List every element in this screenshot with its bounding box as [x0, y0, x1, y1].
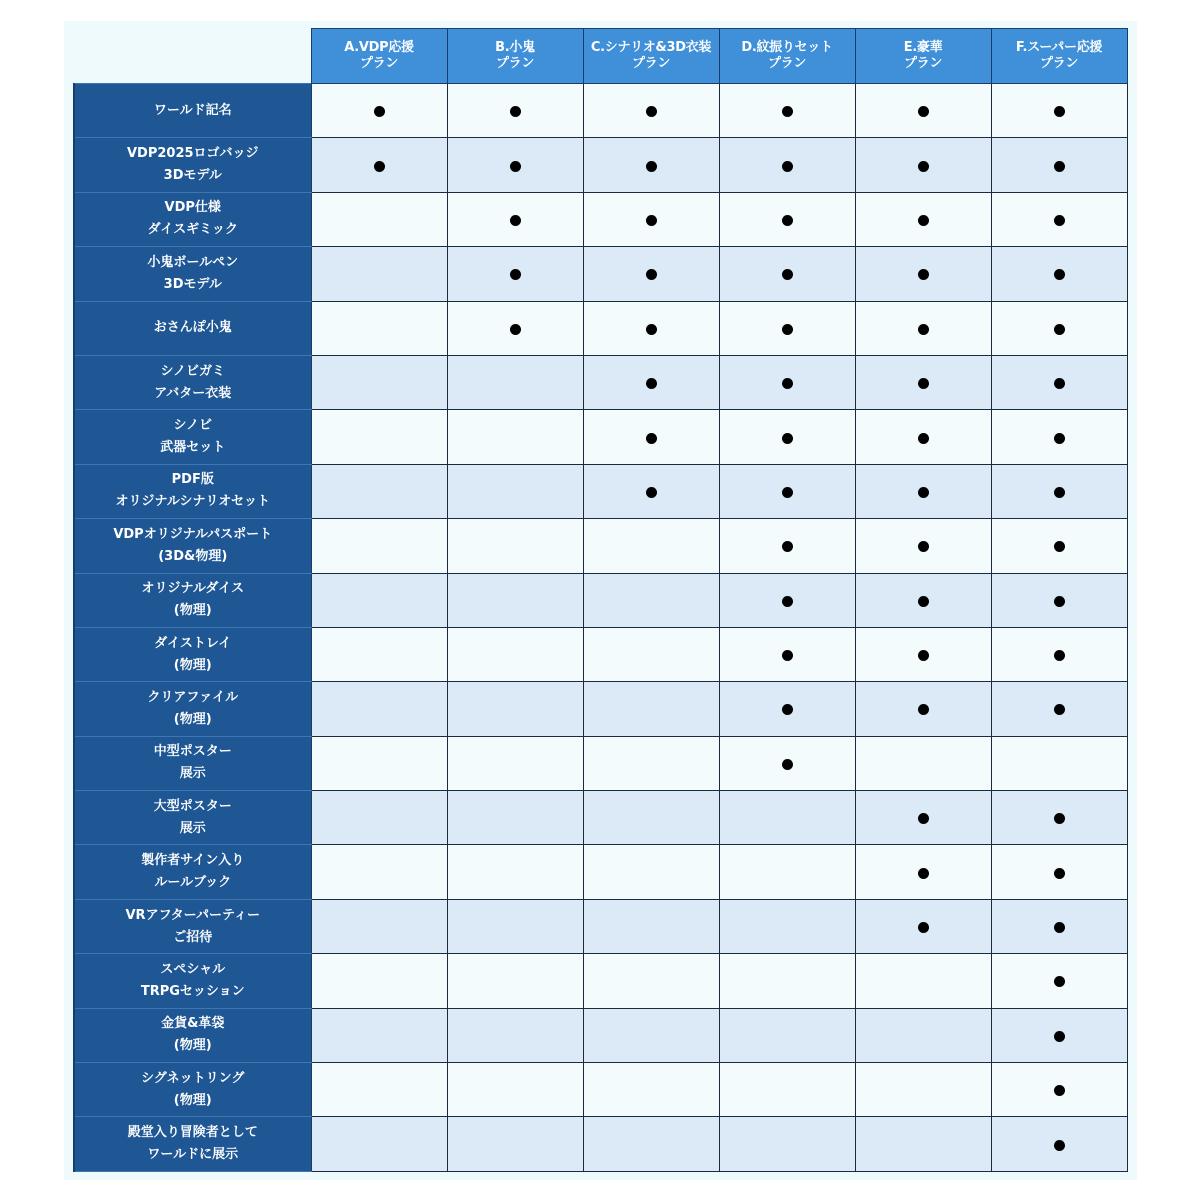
feature-label: 金貨&革袋 (物理)	[74, 1008, 311, 1062]
plan-cell-b	[447, 627, 583, 681]
table-row	[74, 247, 1127, 301]
plan-cell-d	[719, 682, 855, 736]
plan-cell-b	[447, 791, 583, 845]
included-dot-icon	[1054, 161, 1065, 172]
included-dot-icon	[1054, 1031, 1065, 1042]
feature-label: 大型ポスター 展示	[74, 791, 311, 845]
plan-cell-e	[855, 410, 991, 464]
included-dot-icon	[510, 324, 521, 335]
plan-cell-d	[719, 247, 855, 301]
plan-cell-f	[991, 519, 1127, 573]
feature-label: 中型ポスター 展示	[74, 736, 311, 790]
table-row	[74, 519, 1127, 573]
plan-cell-c	[583, 899, 719, 953]
included-dot-icon	[782, 324, 793, 335]
table-row	[74, 899, 1127, 953]
plan-cell-e	[855, 301, 991, 355]
plan-cell-c	[583, 845, 719, 899]
plan-cell-e	[855, 627, 991, 681]
included-dot-icon	[1054, 433, 1065, 444]
plan-header-row	[74, 29, 1127, 84]
plan-cell-f	[991, 192, 1127, 246]
plan-cell-d	[719, 791, 855, 845]
table-row	[74, 1063, 1127, 1117]
included-dot-icon	[1054, 868, 1065, 879]
plan-cell-c	[583, 627, 719, 681]
included-dot-icon	[918, 813, 929, 824]
plan-cell-f	[991, 301, 1127, 355]
plan-cell-f	[991, 464, 1127, 518]
plan-cell-d	[719, 1063, 855, 1117]
table-row	[74, 1008, 1127, 1062]
included-dot-icon	[1054, 378, 1065, 389]
included-dot-icon	[918, 106, 929, 117]
included-dot-icon	[1054, 1140, 1065, 1151]
plan-cell-c	[583, 682, 719, 736]
feature-label: クリアファイル (物理)	[74, 682, 311, 736]
plan-cell-e	[855, 247, 991, 301]
included-dot-icon	[782, 650, 793, 661]
feature-label: 殿堂入り冒険者として ワールドに展示	[74, 1117, 311, 1171]
plan-cell-a	[311, 138, 447, 192]
plan-cell-a	[311, 464, 447, 518]
included-dot-icon	[918, 324, 929, 335]
plan-cell-d	[719, 192, 855, 246]
included-dot-icon	[918, 215, 929, 226]
plan-cell-e	[855, 192, 991, 246]
plan-cell-f	[991, 954, 1127, 1008]
plan-cell-a	[311, 1063, 447, 1117]
plan-cell-c	[583, 301, 719, 355]
plan-cell-b	[447, 519, 583, 573]
plan-cell-b	[447, 1008, 583, 1062]
feature-label: シノビ 武器セット	[74, 410, 311, 464]
included-dot-icon	[510, 161, 521, 172]
included-dot-icon	[1054, 541, 1065, 552]
plan-cell-e	[855, 519, 991, 573]
included-dot-icon	[374, 161, 385, 172]
plan-cell-a	[311, 899, 447, 953]
included-dot-icon	[1054, 704, 1065, 715]
table-row	[74, 627, 1127, 681]
plan-cell-b	[447, 573, 583, 627]
plan-cell-c	[583, 791, 719, 845]
plan-cell-f	[991, 247, 1127, 301]
table-row	[74, 682, 1127, 736]
plan-cell-e	[855, 845, 991, 899]
included-dot-icon	[918, 378, 929, 389]
feature-label: VRアフターパーティー ご招待	[74, 899, 311, 953]
included-dot-icon	[782, 161, 793, 172]
plan-cell-a	[311, 519, 447, 573]
plan-cell-a	[311, 954, 447, 1008]
plan-cell-c	[583, 1008, 719, 1062]
included-dot-icon	[782, 487, 793, 498]
included-dot-icon	[646, 378, 657, 389]
table-row	[74, 845, 1127, 899]
plan-cell-f	[991, 573, 1127, 627]
plan-cell-f	[991, 627, 1127, 681]
included-dot-icon	[646, 269, 657, 280]
feature-label: ワールド記名	[74, 84, 311, 138]
plan-cell-c	[583, 138, 719, 192]
plan-cell-f	[991, 84, 1127, 138]
table-row	[74, 1117, 1127, 1171]
included-dot-icon	[782, 106, 793, 117]
plan-cell-d	[719, 84, 855, 138]
included-dot-icon	[646, 487, 657, 498]
plan-cell-b	[447, 736, 583, 790]
plan-cell-f	[991, 1117, 1127, 1171]
included-dot-icon	[1054, 215, 1065, 226]
plan-cell-b	[447, 464, 583, 518]
included-dot-icon	[782, 378, 793, 389]
included-dot-icon	[918, 433, 929, 444]
feature-label: VDPオリジナルパスポート (3D&物理)	[74, 519, 311, 573]
plan-cell-c	[583, 954, 719, 1008]
included-dot-icon	[782, 759, 793, 770]
plan-cell-b	[447, 138, 583, 192]
feature-label: シグネットリング (物理)	[74, 1063, 311, 1117]
plan-cell-e	[855, 464, 991, 518]
table-row	[74, 736, 1127, 790]
plan-cell-e	[855, 355, 991, 409]
table-row	[74, 355, 1127, 409]
plan-cell-b	[447, 682, 583, 736]
included-dot-icon	[918, 487, 929, 498]
plan-cell-f	[991, 791, 1127, 845]
plan-cell-c	[583, 247, 719, 301]
plan-cell-e	[855, 1117, 991, 1171]
feature-label: PDF版 オリジナルシナリオセット	[74, 464, 311, 518]
included-dot-icon	[918, 868, 929, 879]
plan-cell-a	[311, 355, 447, 409]
plan-cell-f	[991, 845, 1127, 899]
included-dot-icon	[1054, 324, 1065, 335]
plan-cell-b	[447, 1063, 583, 1117]
included-dot-icon	[1054, 1085, 1065, 1096]
plan-cell-c	[583, 573, 719, 627]
plan-cell-d	[719, 1008, 855, 1062]
plan-cell-d	[719, 899, 855, 953]
plan-cell-d	[719, 464, 855, 518]
included-dot-icon	[374, 106, 385, 117]
included-dot-icon	[646, 161, 657, 172]
included-dot-icon	[918, 596, 929, 607]
plan-cell-a	[311, 301, 447, 355]
included-dot-icon	[918, 922, 929, 933]
plan-cell-b	[447, 899, 583, 953]
plan-cell-d	[719, 627, 855, 681]
plan-cell-f	[991, 355, 1127, 409]
plan-cell-e	[855, 1063, 991, 1117]
included-dot-icon	[646, 433, 657, 444]
plan-cell-a	[311, 845, 447, 899]
plan-cell-a	[311, 247, 447, 301]
plan-cell-a	[311, 573, 447, 627]
feature-label: 製作者サイン入り ルールブック	[74, 845, 311, 899]
plan-header-a: A.VDP応援 プラン	[311, 29, 447, 84]
plan-cell-e	[855, 573, 991, 627]
plan-cell-e	[855, 84, 991, 138]
plan-cell-a	[311, 192, 447, 246]
plan-cell-e	[855, 954, 991, 1008]
plan-cell-c	[583, 84, 719, 138]
feature-label: VDP2025ロゴバッジ 3Dモデル	[74, 138, 311, 192]
included-dot-icon	[918, 704, 929, 715]
table-row	[74, 138, 1127, 192]
plan-cell-a	[311, 682, 447, 736]
included-dot-icon	[1054, 596, 1065, 607]
included-dot-icon	[918, 650, 929, 661]
included-dot-icon	[646, 215, 657, 226]
plan-cell-d	[719, 355, 855, 409]
table-row	[74, 464, 1127, 518]
plan-cell-d	[719, 301, 855, 355]
included-dot-icon	[782, 269, 793, 280]
included-dot-icon	[918, 269, 929, 280]
plan-cell-c	[583, 410, 719, 464]
feature-label: ダイストレイ (物理)	[74, 627, 311, 681]
included-dot-icon	[646, 324, 657, 335]
included-dot-icon	[1054, 650, 1065, 661]
table-row	[74, 301, 1127, 355]
plan-cell-f	[991, 1063, 1127, 1117]
plan-header-e: E.豪華 プラン	[855, 29, 991, 84]
plan-cell-f	[991, 138, 1127, 192]
plan-cell-d	[719, 573, 855, 627]
plan-header-b: B.小鬼 プラン	[447, 29, 583, 84]
plan-cell-a	[311, 84, 447, 138]
plan-cell-f	[991, 899, 1127, 953]
feature-label: スペシャル TRPGセッション	[74, 954, 311, 1008]
plan-cell-f	[991, 1008, 1127, 1062]
plan-cell-e	[855, 138, 991, 192]
table-row	[74, 791, 1127, 845]
plan-cell-c	[583, 464, 719, 518]
table-row	[74, 192, 1127, 246]
included-dot-icon	[1054, 106, 1065, 117]
plan-cell-b	[447, 247, 583, 301]
plan-cell-e	[855, 736, 991, 790]
included-dot-icon	[1054, 922, 1065, 933]
header-corner-blank	[74, 29, 311, 84]
plan-cell-a	[311, 627, 447, 681]
plan-cell-c	[583, 1117, 719, 1171]
plan-cell-a	[311, 1117, 447, 1171]
plan-cell-d	[719, 138, 855, 192]
plan-header-d: D.紋振りセット プラン	[719, 29, 855, 84]
plan-cell-b	[447, 1117, 583, 1171]
plan-cell-a	[311, 736, 447, 790]
feature-rows	[74, 84, 1127, 1172]
included-dot-icon	[918, 541, 929, 552]
table-row	[74, 573, 1127, 627]
plan-cell-b	[447, 84, 583, 138]
plan-header-f: F.スーパー応援 プラン	[991, 29, 1127, 84]
included-dot-icon	[1054, 813, 1065, 824]
plan-cell-f	[991, 410, 1127, 464]
plan-cell-e	[855, 899, 991, 953]
plan-cell-f	[991, 682, 1127, 736]
included-dot-icon	[782, 541, 793, 552]
included-dot-icon	[510, 269, 521, 280]
plan-cell-a	[311, 1008, 447, 1062]
plan-cell-d	[719, 519, 855, 573]
plan-cell-d	[719, 845, 855, 899]
plan-cell-e	[855, 682, 991, 736]
included-dot-icon	[782, 433, 793, 444]
feature-label: VDP仕様 ダイスギミック	[74, 192, 311, 246]
plan-cell-b	[447, 410, 583, 464]
included-dot-icon	[782, 704, 793, 715]
plan-cell-f	[991, 736, 1127, 790]
plan-comparison-table	[73, 28, 1128, 1172]
plan-header-c: C.シナリオ&3D衣装 プラン	[583, 29, 719, 84]
table-row	[74, 410, 1127, 464]
included-dot-icon	[918, 161, 929, 172]
included-dot-icon	[510, 215, 521, 226]
feature-label: 小鬼ボールペン 3Dモデル	[74, 247, 311, 301]
plan-cell-a	[311, 791, 447, 845]
plan-cell-b	[447, 192, 583, 246]
plan-cell-b	[447, 355, 583, 409]
plan-cell-a	[311, 410, 447, 464]
plan-cell-d	[719, 736, 855, 790]
included-dot-icon	[1054, 976, 1065, 987]
plan-cell-c	[583, 519, 719, 573]
plan-cell-b	[447, 845, 583, 899]
plan-cell-d	[719, 410, 855, 464]
included-dot-icon	[782, 215, 793, 226]
plan-cell-d	[719, 1117, 855, 1171]
plan-cell-c	[583, 1063, 719, 1117]
feature-label: オリジナルダイス (物理)	[74, 573, 311, 627]
plan-cell-c	[583, 355, 719, 409]
included-dot-icon	[1054, 487, 1065, 498]
plan-cell-e	[855, 791, 991, 845]
table-row	[74, 954, 1127, 1008]
included-dot-icon	[782, 596, 793, 607]
plan-cell-e	[855, 1008, 991, 1062]
included-dot-icon	[1054, 269, 1065, 280]
plan-cell-b	[447, 954, 583, 1008]
included-dot-icon	[510, 106, 521, 117]
plan-cell-b	[447, 301, 583, 355]
feature-label: シノビガミ アバター衣装	[74, 355, 311, 409]
plan-cell-c	[583, 192, 719, 246]
plan-cell-d	[719, 954, 855, 1008]
plan-cell-c	[583, 736, 719, 790]
feature-label: おさんぽ小鬼	[74, 301, 311, 355]
included-dot-icon	[646, 106, 657, 117]
table-row	[74, 84, 1127, 138]
